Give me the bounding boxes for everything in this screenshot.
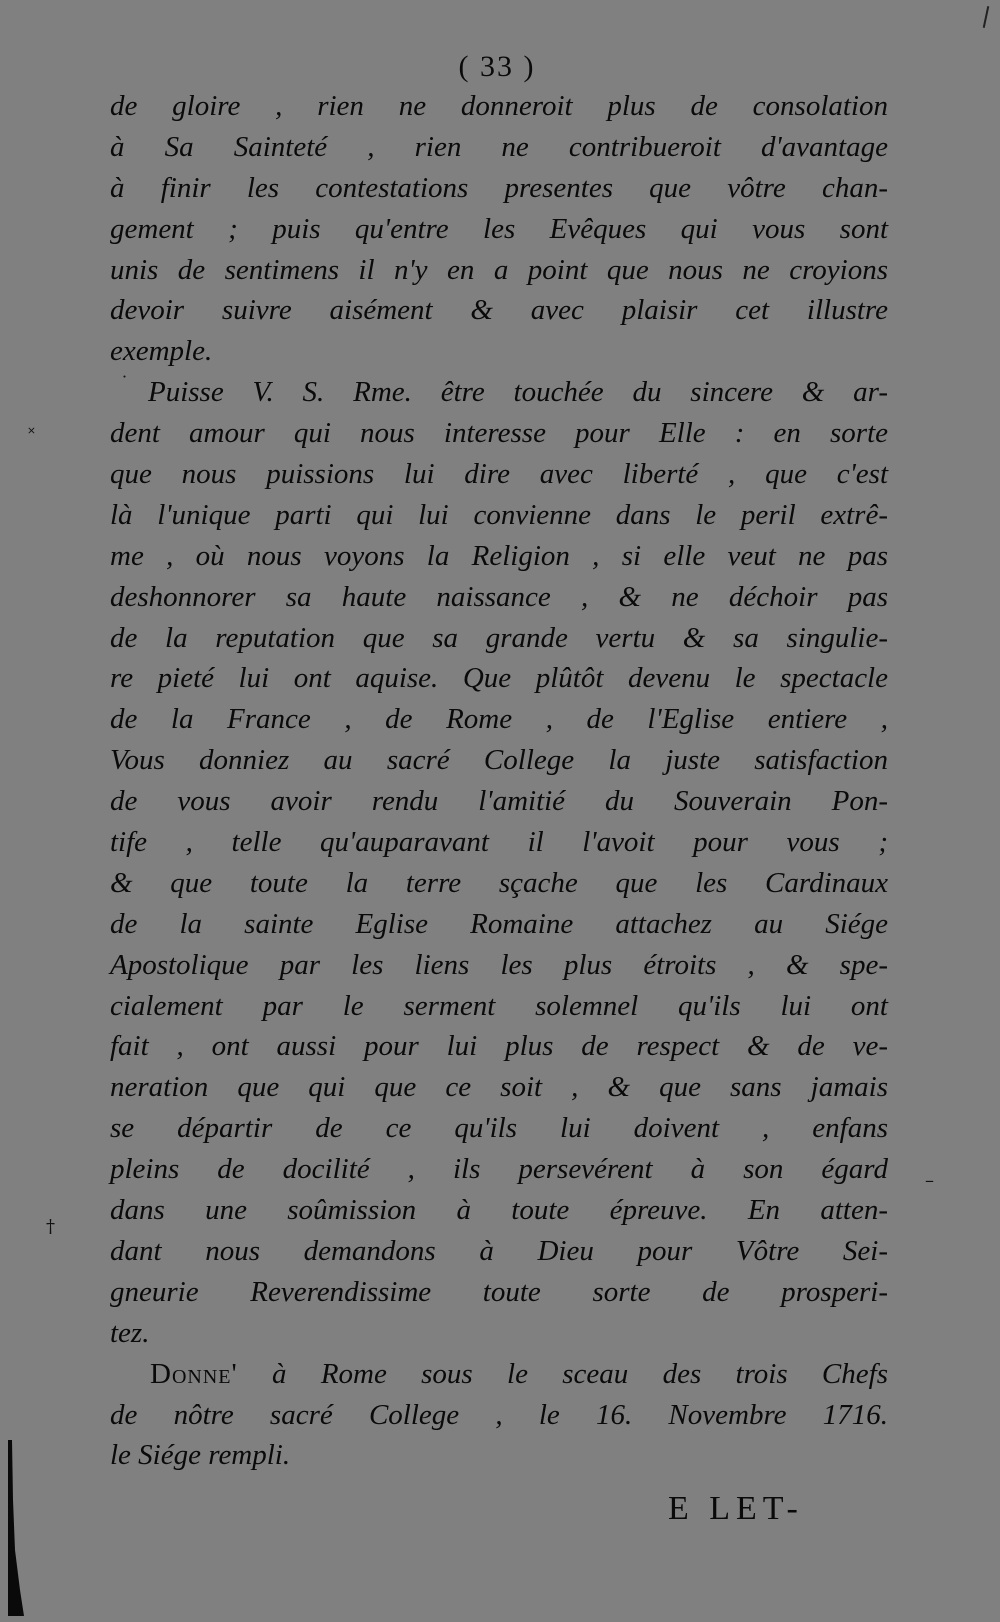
text-line: de vous avoir rendu l'amitié du Souverain Pon-: [110, 785, 888, 818]
text-line: cialement par le serment solemnel qu'ils lui ont: [110, 989, 888, 1022]
text-line: gement ; puis qu'entre les Evêques qui vous sont: [110, 212, 888, 245]
text-line: de la sainte Eglise Romaine attachez au Siége: [110, 907, 888, 940]
text-line: dans une soûmission à toute épreuve. En atten-: [110, 1194, 888, 1227]
margin-dot-icon: ˙: [120, 373, 129, 394]
text-line: dent amour qui nous interesse pour Elle : en sorte: [110, 417, 888, 450]
text-line: unis de sentimens il n'y en a point que nous ne croyions: [110, 253, 888, 286]
text-line: là l'unique parti qui lui convienne dans le peril extrê-: [110, 498, 888, 531]
text-line: re pieté lui ont aquise. Que plûtôt devenu le spectacle: [110, 662, 888, 695]
margin-dagger-icon: †: [46, 1216, 55, 1237]
text-line: Puisse V. S. Rme. être touchée du sincere & ar-: [148, 376, 888, 409]
text-line: que nous puissions lui dire avec liberté , que c'est: [110, 458, 888, 491]
text-line: gneurie Reverendissime toute sorte de prosperi-: [110, 1275, 888, 1308]
closing-line: de nôtre sacré College , le 16. Novembre 1716.: [110, 1398, 888, 1431]
page-number: ( 33 ): [458, 50, 536, 83]
text-line: de la France , de Rome , de l'Eglise entiere ,: [110, 703, 888, 736]
binding-edge-icon: [6, 1440, 24, 1616]
margin-tick-icon: ˟: [28, 424, 35, 445]
text-line: neration que qui que ce soit , & que sans jamais: [110, 1071, 888, 1104]
body-text: [110, 86, 888, 1476]
closing-first-word: Donne': [150, 1357, 238, 1390]
text-line: me , où nous voyons la Religion , si elle veut ne pas: [110, 539, 888, 572]
closing-line: le Siége rempli.: [110, 1439, 291, 1472]
text-line: de la reputation que sa grande vertu & sa singulie-: [110, 621, 888, 654]
text-line: pleins de docilité , ils persevérent à son égard: [110, 1153, 888, 1186]
text-line: de gloire , rien ne donneroit plus de consolation: [110, 90, 888, 122]
text-line: exemple.: [110, 335, 213, 368]
text-line: & que toute la terre sçache que les Cardinaux: [110, 866, 888, 899]
closing-line: [110, 1354, 888, 1395]
margin-dash-icon: –: [925, 1170, 934, 1191]
text-line: dant nous demandons à Dieu pour Vôtre Sei-: [110, 1234, 888, 1267]
text-line: Apostolique par les liens les plus étroits , & spe-: [110, 948, 888, 981]
text-line: tife , telle qu'auparavant il l'avoit pour vous ;: [110, 826, 888, 859]
catchword: E LET-: [668, 1490, 804, 1527]
edge-mark: [983, 6, 990, 28]
text-line: tez.: [110, 1316, 150, 1349]
text-line: à finir les contestations presentes que vôtre chan-: [110, 171, 888, 204]
text-line: fait , ont aussi pour lui plus de respect & de ve-: [110, 1030, 888, 1063]
text-line: deshonnorer sa haute naissance , & ne déchoir pas: [110, 580, 888, 613]
closing-line-rest: à Rome sous le sceau des trois Chefs: [237, 1357, 888, 1390]
text-line: Vous donniez au sacré College la juste satisfaction: [110, 744, 888, 777]
text-line: devoir suivre aisément & avec plaisir cet illustre: [110, 294, 888, 327]
text-line: se départir de ce qu'ils lui doivent , enfans: [110, 1112, 888, 1145]
text-line: à Sa Sainteté , rien ne contribueroit d'avantage: [110, 130, 888, 163]
